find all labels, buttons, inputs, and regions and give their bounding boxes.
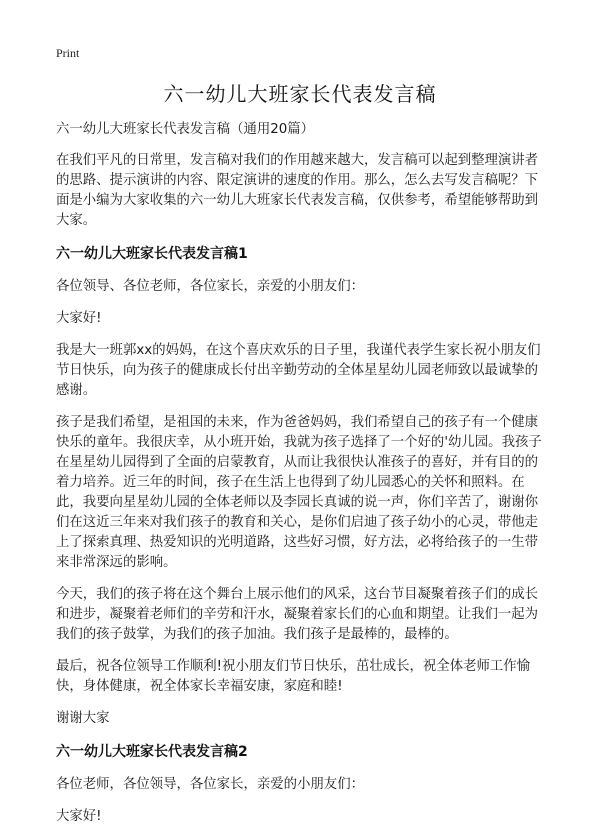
article-body xyxy=(56,120,550,839)
section-1-paragraph: 最后，祝各位领导工作顺利!祝小朋友们节日快乐，茁壮成长，祝全体老师工作愉快，身体健康，祝全体家长幸福安康，家庭和睦! xyxy=(56,659,531,694)
section-1-paragraph: 孩子是我们希望，是祖国的未来，作为爸爸妈妈，我们希望自己的孩子有一个健康快乐的童年。我很庆幸，从小班开始，我就为孩子选择了一个好的'幼儿园。我孩子在星星幼儿园得到了全面的启蒙教育，从而让我很快认准孩子的喜好，并有目的的着力培养。近三年的时间，孩子在生活上也得到了幼儿园悉心的关怀和照料。在此，我要向星星幼儿园的全体老师以及李园长真诚的说一声，你们辛苦了，谢谢你们在这近三年来对我们孩子的教育和关心，是你们启迪了孩子幼小的心灵，带他走上了探索真理、热爱知识的光明道路，这些好习惯，好方法，必将给孩子的一生带来非常深远的影响。 xyxy=(56,415,542,570)
section-1-paragraph: 大家好! xyxy=(56,311,102,326)
section-1-paragraph: 各位领导、各位老师，各位家长，亲爱的小朋友们： xyxy=(56,279,364,294)
section-1-paragraph: 我是大一班郭xx的妈妈，在这个喜庆欢乐的日子里，我谨代表学生家长祝小朋友们节日快乐，向为孩子的健康成长付出辛勤劳动的全体星星幼儿园老师致以最诚挚的感谢。 xyxy=(56,343,541,398)
print-link[interactable]: Print xyxy=(56,46,80,60)
section-2-paragraph: 大家好! xyxy=(56,809,102,824)
section-2-paragraph: 各位老师，各位领导，各位家长，亲爱的小朋友们： xyxy=(56,777,364,792)
intro-paragraph: 在我们平凡的日常里，发言稿对我们的作用越来越大，发言稿可以起到整理演讲者的思路、提示演讲的内容、限定演讲的速度的作用。那么，怎么去写发言稿呢？下面是小编为大家收集的六一幼儿大班家长代表发言稿，仅供参考，希望能够帮助到大家。 xyxy=(56,153,539,228)
section-1-paragraph: 今天，我们的孩子将在这个舞台上展示他们的风采，这台节目凝聚着孩子们的成长和进步，凝聚着老师们的辛劳和汗水，凝聚着家长们的心血和期望。让我们一起为我们的孩子鼓掌，为我们的孩子加油。我们孩子是最棒的，最棒的。 xyxy=(56,587,539,642)
section-1-paragraph: 谢谢大家 xyxy=(56,711,110,726)
section-2-heading: 六一幼儿大班家长代表发言稿2 xyxy=(56,744,248,760)
article-subtitle: 六一幼儿大班家长代表发言稿（通用20篇） xyxy=(56,122,315,137)
page-title: 六一幼儿大班家长代表发言稿 xyxy=(163,82,437,106)
section-1-heading: 六一幼儿大班家长代表发言稿1 xyxy=(56,246,248,262)
